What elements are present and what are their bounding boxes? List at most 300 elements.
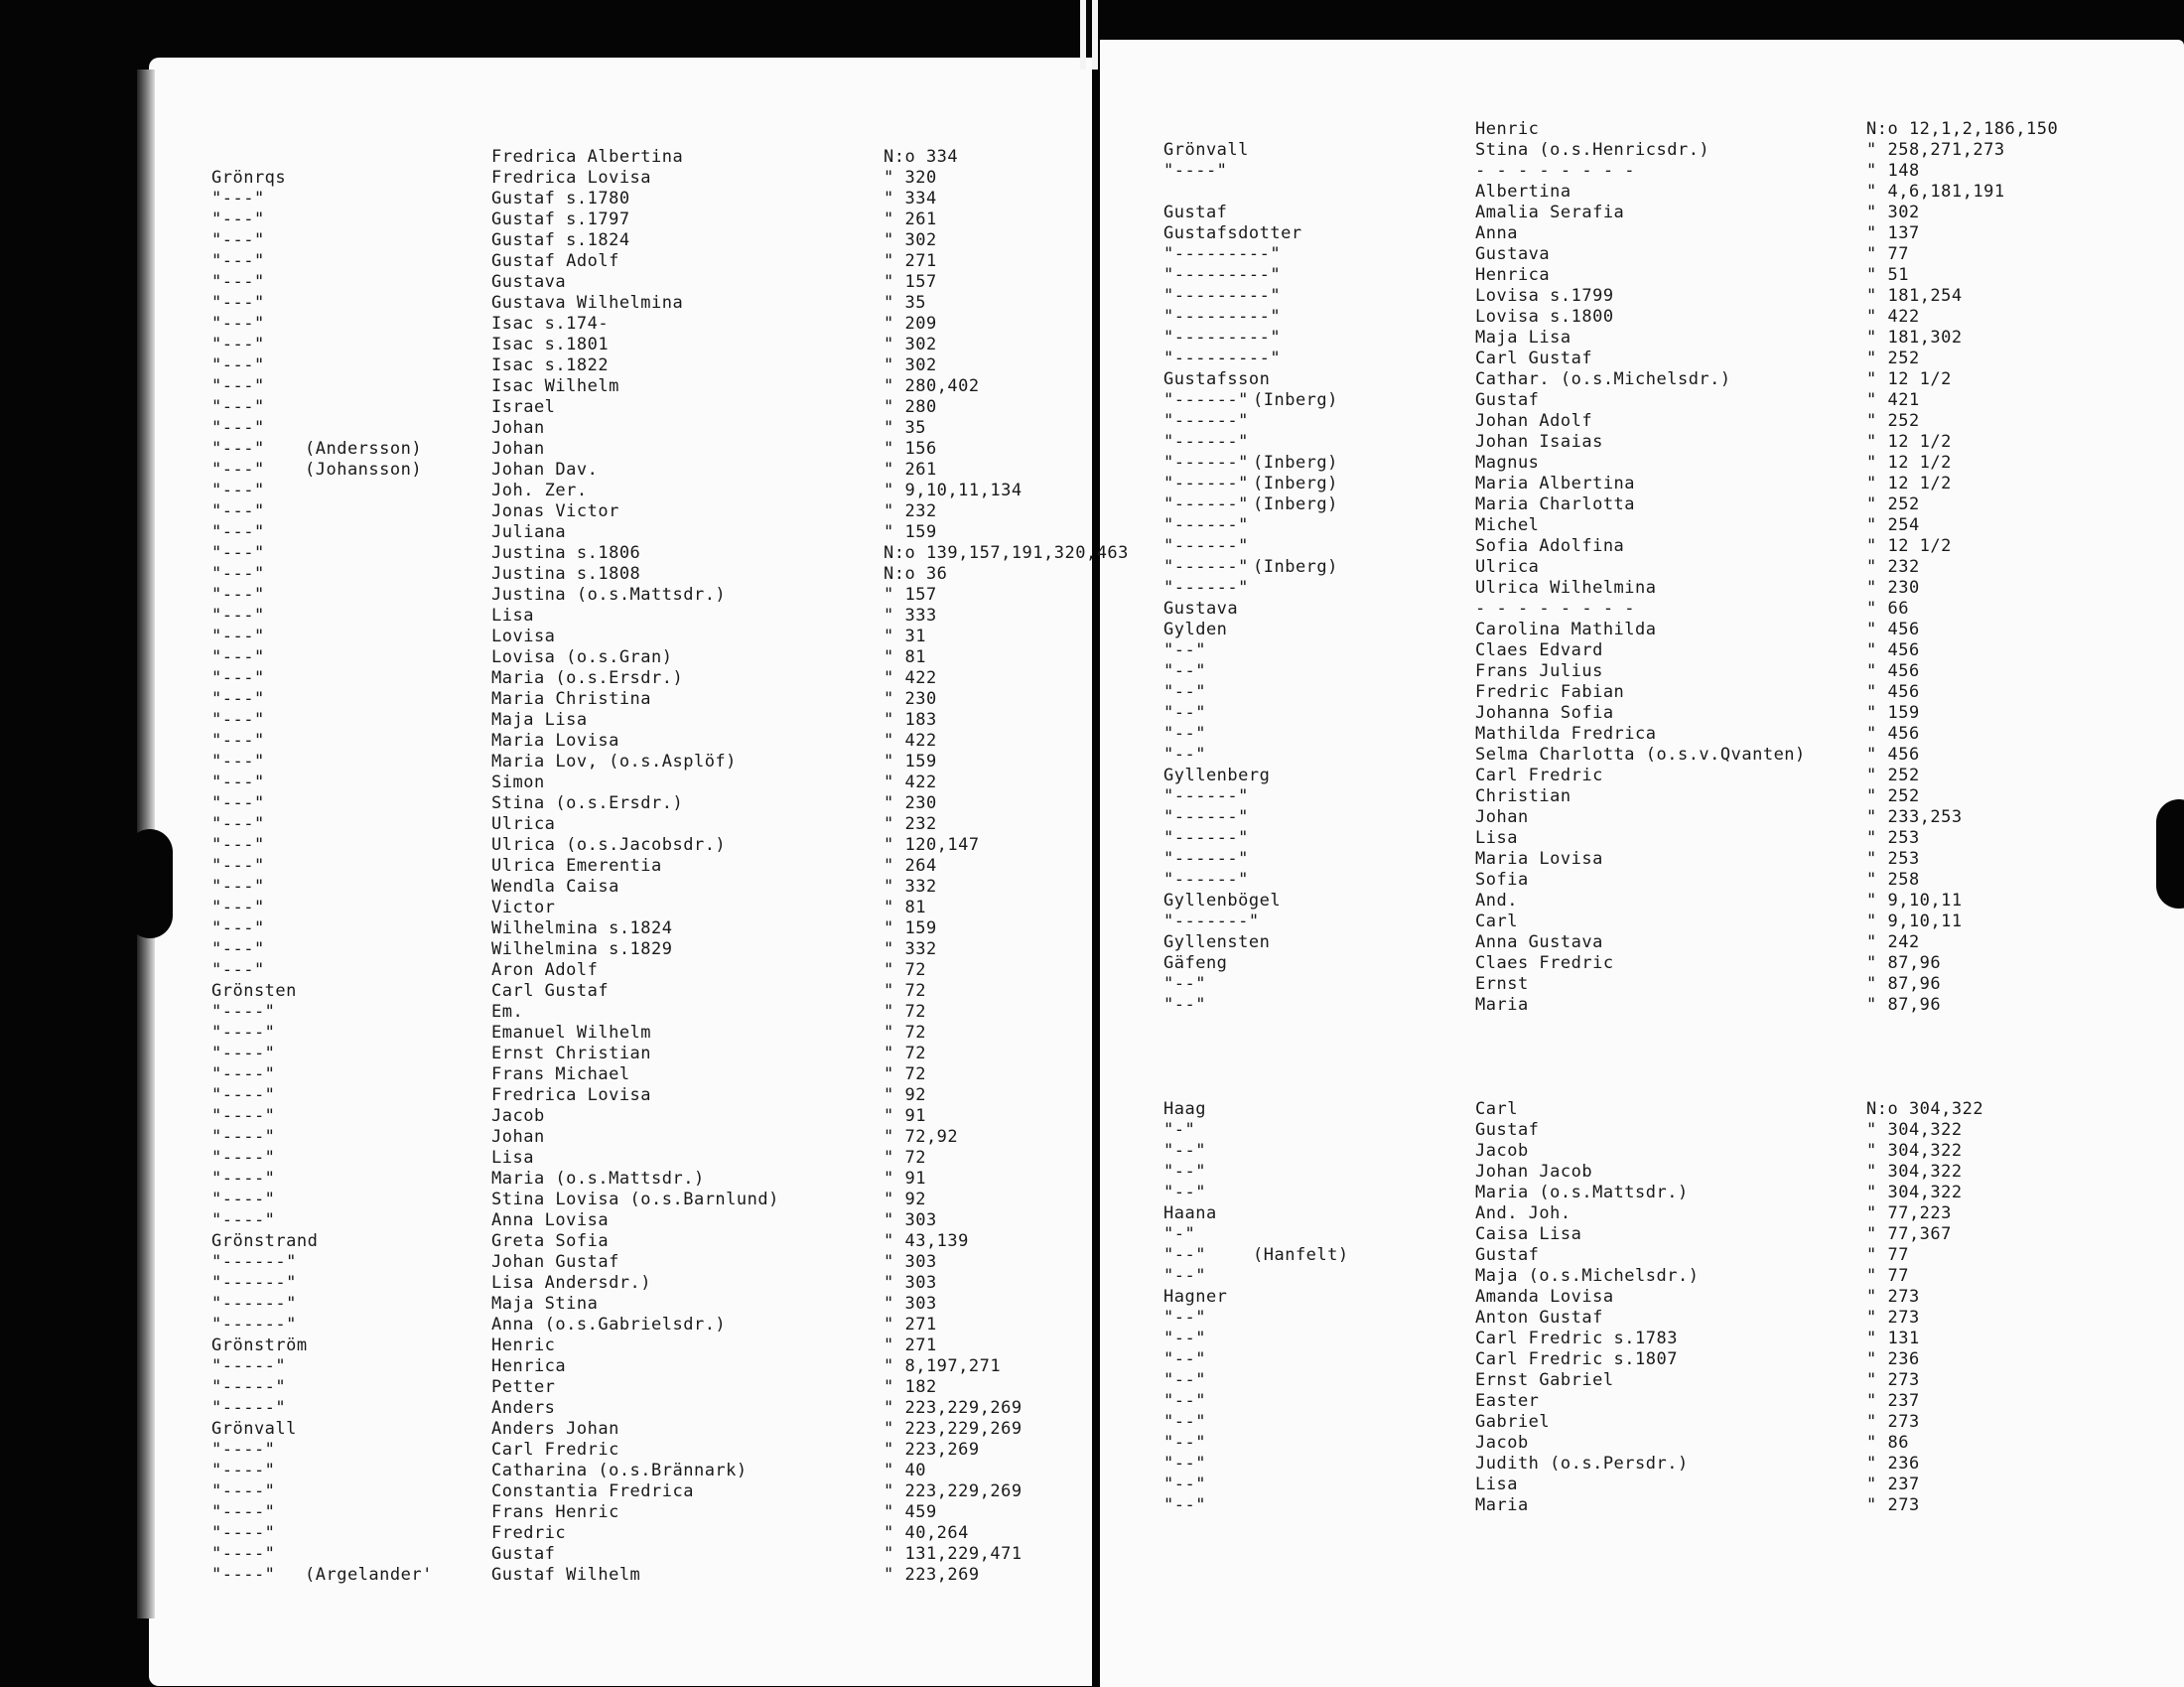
- reference-number: " 261: [884, 460, 937, 480]
- name-note: [1253, 515, 1349, 536]
- reference-number: " 148: [1866, 161, 1920, 181]
- reference-number: " 280: [884, 397, 937, 417]
- reference-number: " 456: [1866, 724, 1920, 744]
- given-name-entry: Gustava Wilhelmina: [491, 293, 684, 313]
- reference-number: " 334: [884, 189, 937, 209]
- surname-entry: "---": [211, 835, 265, 855]
- surname-entry: "---": [211, 543, 265, 563]
- reference-number: " 304,322: [1866, 1120, 1963, 1140]
- surname-entry: "------": [211, 1294, 297, 1314]
- name-note: [1253, 1162, 1349, 1183]
- reference-number: " 223,229,269: [884, 1419, 1023, 1439]
- name-note: [305, 773, 433, 793]
- given-name-entry: Anders: [491, 1398, 556, 1418]
- name-note: [305, 543, 433, 564]
- reference-number: " 72: [884, 981, 926, 1001]
- name-note: [1253, 1329, 1349, 1349]
- name-note: [305, 627, 433, 647]
- reference-number: " 258: [1866, 870, 1920, 890]
- name-note: [305, 376, 433, 397]
- name-note: [305, 1064, 433, 1085]
- given-name-entry: Carl: [1475, 912, 1518, 931]
- given-name-entry: Maria: [1475, 995, 1529, 1015]
- given-name-entry: Simon: [491, 773, 545, 792]
- given-name-entry: - - - - - - - -: [1475, 161, 1636, 181]
- given-name-entry: Maria: [1475, 1495, 1529, 1515]
- surname-entry: "------": [1163, 515, 1249, 535]
- given-name-entry: Judith (o.s.Persdr.): [1475, 1454, 1689, 1474]
- name-note: (Inberg): [1253, 474, 1338, 493]
- surname-entry: "------": [1163, 849, 1249, 869]
- given-name-entry: Jonas Victor: [491, 501, 619, 521]
- reference-number: " 271: [884, 1336, 937, 1355]
- reference-number: " 303: [884, 1273, 937, 1293]
- given-name-entry: Mathilda Fredrica: [1475, 724, 1657, 744]
- name-note: [305, 710, 433, 731]
- given-name-entry: Lovisa: [491, 627, 556, 646]
- surname-entry: "---": [211, 335, 265, 354]
- right-note-column: [1253, 119, 1349, 1537]
- given-name-entry: Caisa Lisa: [1475, 1224, 1582, 1244]
- given-name-entry: Anders Johan: [491, 1419, 619, 1439]
- reference-number: " 12 1/2: [1866, 369, 1952, 389]
- reference-number: " 456: [1866, 682, 1920, 702]
- surname-entry: "----": [211, 1481, 276, 1501]
- surname-entry: "------": [211, 1252, 297, 1272]
- name-note: [305, 1085, 433, 1106]
- name-note: [305, 1398, 433, 1419]
- reference-number: " 252: [1866, 494, 1920, 514]
- surname-entry: "----": [211, 1169, 276, 1189]
- surname-entry: "---": [211, 585, 265, 605]
- reference-number: " 258,271,273: [1866, 140, 2005, 160]
- surname-entry: "---": [211, 877, 265, 897]
- reference-number: " 230: [884, 689, 937, 709]
- surname-entry: Gustafsdotter: [1163, 223, 1302, 243]
- name-note: [305, 793, 433, 814]
- reference-number: " 273: [1866, 1495, 1920, 1515]
- name-note: [1253, 286, 1349, 307]
- reference-number: " 156: [884, 439, 937, 459]
- surname-entry: "---": [211, 793, 265, 813]
- given-name-entry: Fredrica Albertina: [491, 147, 684, 167]
- given-name-entry: Gustaf Wilhelm: [491, 1565, 641, 1585]
- name-note: [305, 251, 433, 272]
- given-name-entry: Maja (o.s.Michelsdr.): [1475, 1266, 1700, 1286]
- left-surname-column: [211, 147, 318, 1607]
- surname-entry: "----": [211, 1523, 276, 1543]
- name-note: [305, 293, 433, 314]
- surname-entry: "-----": [211, 1377, 287, 1397]
- reference-number: " 456: [1866, 745, 1920, 765]
- reference-number: " 159: [884, 752, 937, 772]
- reference-number: " 131,229,471: [884, 1544, 1023, 1564]
- surname-entry: Gustaf: [1163, 203, 1228, 222]
- given-name-entry: Carolina Mathilda: [1475, 620, 1657, 639]
- reference-number: " 264: [884, 856, 937, 876]
- reference-number: " 72: [884, 1148, 926, 1168]
- surname-entry: "------": [1163, 494, 1249, 514]
- surname-entry: Gustava: [1163, 599, 1239, 619]
- name-note: [1253, 766, 1349, 786]
- reference-number: " 422: [884, 773, 937, 792]
- surname-entry: "----": [211, 1440, 276, 1460]
- given-name-entry: Johan Adolf: [1475, 411, 1593, 431]
- given-name-entry: Christian: [1475, 786, 1571, 806]
- given-name-entry: Maja Lisa: [1475, 328, 1571, 348]
- surname-entry: "----": [211, 1502, 276, 1522]
- name-note: [305, 1273, 433, 1294]
- surname-entry: Gyllenberg: [1163, 766, 1271, 785]
- name-note: [1253, 411, 1349, 432]
- given-name-entry: Henric: [491, 1336, 556, 1355]
- surname-entry: "------": [1163, 411, 1249, 431]
- binder-clip-left: [127, 829, 173, 938]
- given-name-entry: Jacob: [1475, 1141, 1529, 1161]
- reference-number: " 9,10,11: [1866, 912, 1963, 931]
- name-note: [1253, 953, 1349, 974]
- surname-entry: "-": [1163, 1224, 1196, 1244]
- name-note: (Inberg): [1253, 390, 1338, 410]
- surname-entry: "----": [211, 1106, 276, 1126]
- name-note: [1253, 536, 1349, 557]
- given-name-entry: Ulrica (o.s.Jacobsdr.): [491, 835, 727, 855]
- name-note: (Hanfelt): [1253, 1245, 1349, 1265]
- reference-number: " 72: [884, 1023, 926, 1043]
- name-note: [1253, 1141, 1349, 1162]
- name-note: [305, 230, 433, 251]
- given-name-entry: Anna Lovisa: [491, 1210, 610, 1230]
- name-note: [1253, 1495, 1349, 1516]
- surname-entry: Gyllenbögel: [1163, 891, 1282, 911]
- name-note: [1253, 1120, 1349, 1141]
- name-note: [305, 960, 433, 981]
- surname-entry: "---": [211, 814, 265, 834]
- given-name-entry: Stina (o.s.Henricsdr.): [1475, 140, 1710, 160]
- name-note: [1253, 599, 1349, 620]
- name-note: (Andersson): [305, 439, 423, 459]
- name-note: [1253, 119, 1349, 140]
- surname-entry: "---": [211, 564, 265, 584]
- given-name-entry: Carl Fredric s.1807: [1475, 1349, 1678, 1369]
- reference-number: " 421: [1866, 390, 1920, 410]
- name-note: [1253, 369, 1349, 390]
- name-note: [305, 1377, 433, 1398]
- reference-number: " 304,322: [1866, 1183, 1963, 1202]
- given-name-entry: Anna: [1475, 223, 1518, 243]
- reference-number: " 86: [1866, 1433, 1909, 1453]
- name-note: [305, 752, 433, 773]
- surname-entry: "---": [211, 731, 265, 751]
- reference-number: " 181,302: [1866, 328, 1963, 348]
- reference-number: " 271: [884, 1315, 937, 1335]
- surname-entry: "------": [1163, 390, 1249, 410]
- reference-number: " 223,269: [884, 1565, 980, 1585]
- name-note: [305, 272, 433, 293]
- given-name-entry: Ulrica Wilhelmina: [1475, 578, 1657, 598]
- name-note: [305, 606, 433, 627]
- surname-entry: "------": [1163, 828, 1249, 848]
- given-name-entry: Gustaf s.1797: [491, 210, 630, 229]
- name-note: [305, 564, 433, 585]
- given-name-entry: Isac s.1801: [491, 335, 610, 354]
- surname-entry: Haana: [1163, 1203, 1217, 1223]
- name-note: [305, 418, 433, 439]
- surname-entry: Hagner: [1163, 1287, 1228, 1307]
- given-name-entry: Magnus: [1475, 453, 1540, 473]
- reference-number: " 332: [884, 939, 937, 959]
- surname-entry: "--": [1163, 682, 1206, 702]
- name-note: [1253, 640, 1349, 661]
- surname-entry: "---": [211, 668, 265, 688]
- given-name-entry: Ulrica Emerentia: [491, 856, 662, 876]
- reference-number: " 237: [1866, 1475, 1920, 1494]
- reference-number: N:o 139,157,191,320,463: [884, 543, 1129, 563]
- reference-number: " 302: [884, 335, 937, 354]
- given-name-entry: Jacob: [491, 1106, 545, 1126]
- name-note: [1253, 1516, 1349, 1537]
- name-note: [1253, 870, 1349, 891]
- name-note: [305, 1315, 433, 1336]
- surname-entry: "------": [1163, 870, 1249, 890]
- surname-entry: "-----": [211, 1398, 287, 1418]
- surname-entry: "---": [211, 230, 265, 250]
- given-name-entry: Maja Lisa: [491, 710, 588, 730]
- name-note: [1253, 1475, 1349, 1495]
- name-note: (Inberg): [1253, 557, 1338, 577]
- reference-number: " 12 1/2: [1866, 432, 1952, 452]
- name-note: [1253, 1099, 1349, 1120]
- reference-number: " 252: [1866, 786, 1920, 806]
- surname-entry: "--": [1163, 995, 1206, 1015]
- name-note: [305, 1481, 433, 1502]
- reference-number: [1866, 1037, 2058, 1057]
- reference-number: " 72: [884, 1044, 926, 1063]
- given-name-entry: Maria Christina: [491, 689, 652, 709]
- given-name-entry: Ernst: [1475, 974, 1529, 994]
- reference-number: " 236: [1866, 1349, 1920, 1369]
- reference-number: " 252: [1866, 349, 1920, 368]
- surname-entry: "---": [211, 439, 265, 459]
- surname-entry: "---": [211, 460, 265, 480]
- given-name-entry: Cathar. (o.s.Michelsdr.): [1475, 369, 1731, 389]
- reference-number: " 261: [884, 210, 937, 229]
- reference-number: " 72: [884, 960, 926, 980]
- given-name-entry: Maria Lov, (o.s.Asplöf): [491, 752, 737, 772]
- given-name-entry: Henrica: [1475, 265, 1551, 285]
- reference-number: " 273: [1866, 1287, 1920, 1307]
- name-note: [1253, 912, 1349, 932]
- surname-entry: "---": [211, 752, 265, 772]
- name-note: [1253, 182, 1349, 203]
- surname-entry: "------": [1163, 474, 1249, 493]
- surname-entry: "----": [211, 1148, 276, 1168]
- reference-number: " 77,223: [1866, 1203, 1952, 1223]
- reference-number: " 77: [1866, 1245, 1909, 1265]
- surname-entry: "----": [211, 1127, 276, 1147]
- reference-number: " 91: [884, 1106, 926, 1126]
- reference-number: " 273: [1866, 1308, 1920, 1328]
- given-name-entry: Lisa Andersdr.): [491, 1273, 652, 1293]
- name-note: [1253, 1454, 1349, 1475]
- given-name-entry: Lovisa (o.s.Gran): [491, 647, 673, 667]
- reference-number: " 131: [1866, 1329, 1920, 1348]
- reference-number: " 254: [1866, 515, 1920, 535]
- reference-number: " 223,269: [884, 1440, 980, 1460]
- name-note: [1253, 1391, 1349, 1412]
- reference-number: " 81: [884, 898, 926, 917]
- surname-entry: "------": [1163, 557, 1249, 577]
- name-note: [305, 1231, 433, 1252]
- surname-entry: "---------": [1163, 286, 1282, 306]
- name-note: [305, 1148, 433, 1169]
- given-name-entry: Jacob: [1475, 1433, 1529, 1453]
- reference-number: " 9,10,11,134: [884, 481, 1023, 500]
- given-name-entry: Em.: [491, 1002, 524, 1022]
- surname-entry: "------": [1163, 786, 1249, 806]
- name-note: [305, 147, 433, 168]
- given-name-entry: Frans Julius: [1475, 661, 1603, 681]
- given-name-entry: Johan: [491, 418, 545, 438]
- surname-entry: "------": [1163, 807, 1249, 827]
- name-note: [1253, 1057, 1349, 1078]
- name-note: [305, 1002, 433, 1023]
- given-name-entry: Sofia Adolfina: [1475, 536, 1625, 556]
- surname-entry: "--": [1163, 1245, 1206, 1265]
- surname-entry: "---": [211, 689, 265, 709]
- reference-number: " 66: [1866, 599, 1909, 619]
- reference-number: N:o 304,322: [1866, 1099, 1984, 1119]
- surname-entry: "----": [211, 1064, 276, 1084]
- surname-entry: Gustafsson: [1163, 369, 1271, 389]
- name-note: [305, 585, 433, 606]
- surname-entry: "--": [1163, 1412, 1206, 1432]
- surname-entry: Gyllensten: [1163, 932, 1271, 952]
- reference-number: [1866, 1078, 2058, 1099]
- reference-number: " 456: [1866, 620, 1920, 639]
- reference-number: " 159: [1866, 703, 1920, 723]
- reference-number: " 137: [1866, 223, 1920, 243]
- reference-number: " 87,96: [1866, 953, 1942, 973]
- name-note: [305, 1440, 433, 1461]
- given-name-entry: Anna (o.s.Gabrielsdr.): [491, 1315, 727, 1335]
- given-name-entry: [1475, 1037, 1806, 1057]
- reference-number: " 232: [884, 814, 937, 834]
- given-name-entry: Lovisa s.1800: [1475, 307, 1614, 327]
- surname-entry: "--": [1163, 703, 1206, 723]
- surname-entry: Haag: [1163, 1099, 1206, 1119]
- reference-number: [1866, 1016, 2058, 1037]
- name-note: [1253, 786, 1349, 807]
- reference-number: " 81: [884, 647, 926, 667]
- reference-number: " 40,264: [884, 1523, 969, 1543]
- name-note: [1253, 307, 1349, 328]
- reference-number: " 223,229,269: [884, 1481, 1023, 1501]
- name-note: (Inberg): [1253, 494, 1338, 514]
- name-note: [305, 1252, 433, 1273]
- name-note: [1253, 620, 1349, 640]
- reference-number: " 271: [884, 251, 937, 271]
- reference-number: " 230: [884, 793, 937, 813]
- name-note: [1253, 1370, 1349, 1391]
- surname-entry: "------": [211, 1273, 297, 1293]
- name-note: [305, 1106, 433, 1127]
- given-name-entry: Fredrica Lovisa: [491, 168, 652, 188]
- given-name-entry: Gustaf: [1475, 1120, 1540, 1140]
- given-name-entry: Isac Wilhelm: [491, 376, 619, 396]
- given-name-entry: Wilhelmina s.1824: [491, 918, 673, 938]
- name-note: [1253, 1078, 1349, 1099]
- surname-entry: "---------": [1163, 244, 1282, 264]
- name-note: [305, 668, 433, 689]
- reference-number: " 456: [1866, 661, 1920, 681]
- reference-number: " 223,229,269: [884, 1398, 1023, 1418]
- reference-number: " 332: [884, 877, 937, 897]
- reference-number: " 35: [884, 418, 926, 438]
- given-name-entry: Gustava: [1475, 244, 1551, 264]
- name-note: [305, 1190, 433, 1210]
- name-note: [1253, 828, 1349, 849]
- given-name-entry: [1475, 1078, 1806, 1099]
- name-note: [1253, 891, 1349, 912]
- given-name-entry: Johan Dav.: [491, 460, 599, 480]
- reference-number: " 252: [1866, 411, 1920, 431]
- name-note: [305, 314, 433, 335]
- name-note: [1253, 328, 1349, 349]
- reference-number: " 51: [1866, 265, 1909, 285]
- reference-number: " 302: [884, 355, 937, 375]
- surname-entry: "--": [1163, 1308, 1206, 1328]
- reference-number: " 230: [1866, 578, 1920, 598]
- surname-entry: "-": [1163, 1120, 1196, 1140]
- name-note: [305, 1523, 433, 1544]
- reference-number: " 304,322: [1866, 1162, 1963, 1182]
- given-name-entry: Joh. Zer.: [491, 481, 588, 500]
- name-note: [1253, 682, 1349, 703]
- name-note: [1253, 1308, 1349, 1329]
- surname-entry: "---": [211, 272, 265, 292]
- left-given-name-column: [491, 147, 779, 1586]
- surname-entry: "---": [211, 939, 265, 959]
- given-name-entry: Amalia Serafia: [1475, 203, 1625, 222]
- given-name-entry: Greta Sofia: [491, 1231, 610, 1251]
- reference-number: " 303: [884, 1252, 937, 1272]
- surname-entry: "------": [1163, 536, 1249, 556]
- reference-number: " 242: [1866, 932, 1920, 952]
- given-name-entry: Maria (o.s.Mattsdr.): [1475, 1183, 1689, 1202]
- reference-number: " 422: [884, 668, 937, 688]
- surname-entry: "----": [211, 1544, 276, 1564]
- name-note: [1253, 1433, 1349, 1454]
- reference-number: " 232: [884, 501, 937, 521]
- given-name-entry: Gustaf: [1475, 390, 1540, 410]
- given-name-entry: And. Joh.: [1475, 1203, 1571, 1223]
- surname-entry: "-----": [211, 1356, 287, 1376]
- name-note: [1253, 807, 1349, 828]
- reference-number: " 232: [1866, 557, 1920, 577]
- given-name-entry: Constantia Fredrica: [491, 1481, 694, 1501]
- name-note: [305, 1502, 433, 1523]
- surname-entry: "---": [211, 355, 265, 375]
- name-note: [305, 1044, 433, 1064]
- given-name-entry: Sofia: [1475, 870, 1529, 890]
- name-note: [1253, 161, 1349, 182]
- surname-entry: "----": [211, 1565, 276, 1585]
- surname-entry: "----": [1163, 161, 1228, 181]
- given-name-entry: Johan: [491, 439, 545, 459]
- reference-number: " 31: [884, 627, 926, 646]
- reference-number: " 87,96: [1866, 974, 1942, 994]
